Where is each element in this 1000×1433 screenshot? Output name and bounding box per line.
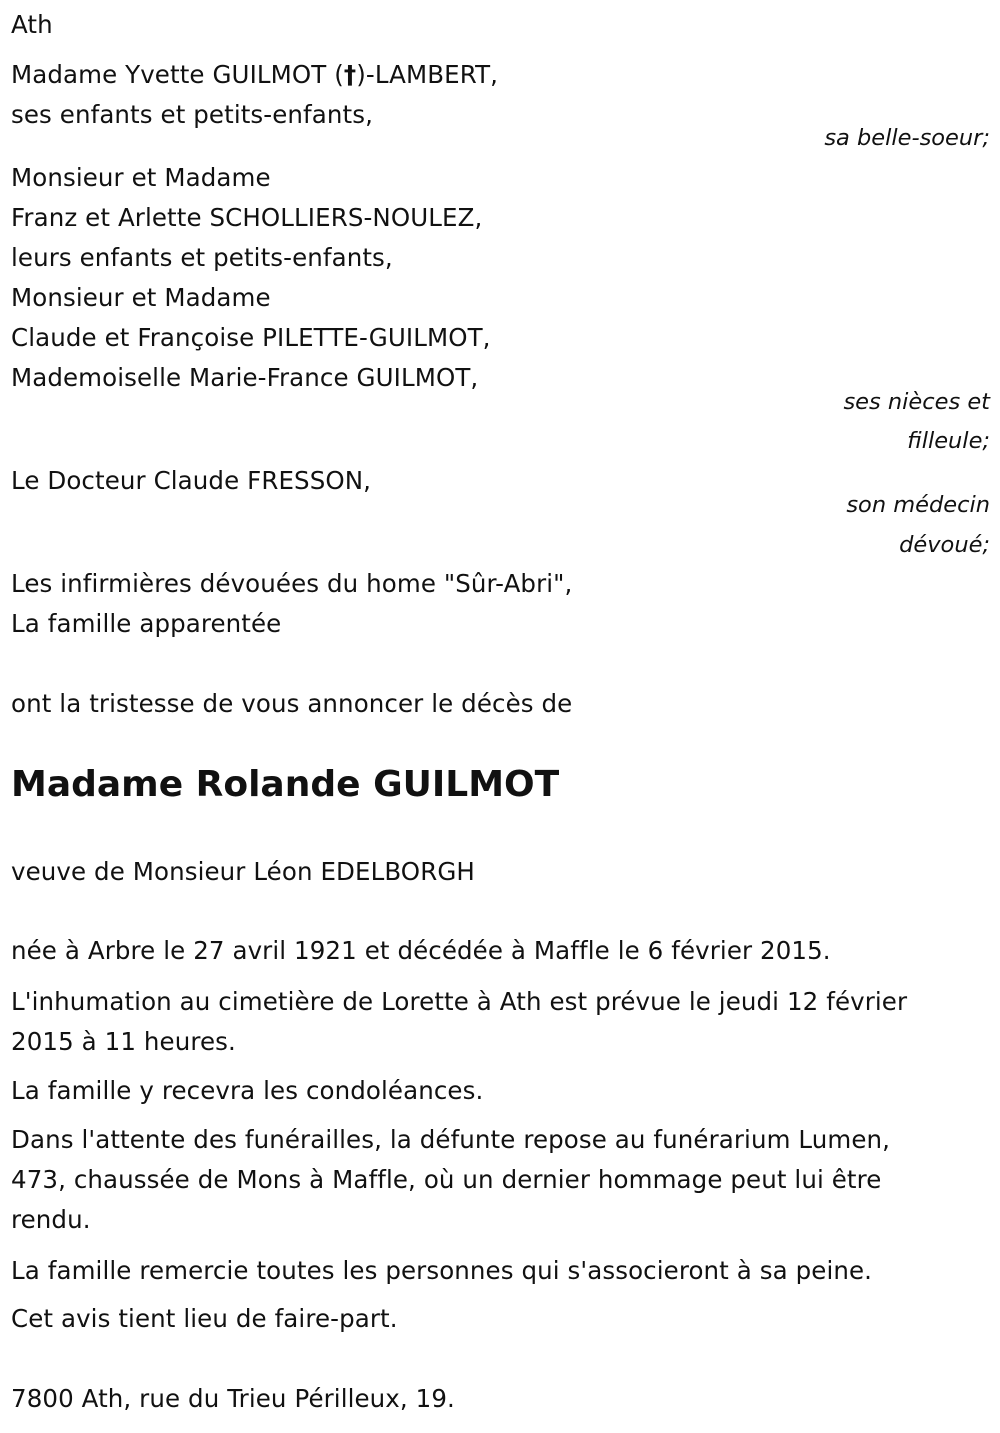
cross-icon: † (343, 60, 357, 89)
relation-nieces-line1: ses nièces et (843, 389, 990, 415)
widow-of: veuve de Monsieur Léon EDELBORGH (11, 857, 475, 886)
thanks: La famille remercie toutes les personnes qui s'associeront à sa peine. (11, 1256, 873, 1285)
nurses: Les infirmières dévouées du home "Sûr-Abri", (11, 569, 573, 598)
relation-doctor-line2: dévoué; (899, 532, 990, 558)
family-marie-france: Mademoiselle Marie-France GUILMOT, (11, 363, 479, 392)
condolences: La famille y recevra les condoléances. (11, 1076, 484, 1105)
deceased-name: Madame Rolande GUILMOT (11, 764, 560, 805)
address: 7800 Ath, rue du Trieu Périlleux, 19. (11, 1384, 455, 1413)
funeral-home-line2: 473, chaussée de Mons à Maffle, où un dernier hommage peut lui être (11, 1165, 882, 1194)
family-scholliers-line3: leurs enfants et petits-enfants, (11, 243, 393, 272)
burial-line2: 2015 à 11 heures. (11, 1027, 236, 1056)
burial-line1: L'inhumation au cimetière de Lorette à Ath est prévue le jeudi 12 février (11, 987, 908, 1016)
relation-nieces-line2: filleule; (907, 428, 990, 454)
yvette-name-start: Madame Yvette GUILMOT ( (11, 60, 344, 89)
family-scholliers-line1: Monsieur et Madame (11, 163, 271, 192)
relation-sister-in-law: sa belle-soeur; (824, 125, 990, 151)
funeral-home-line3: rendu. (11, 1205, 91, 1234)
extended-family: La famille apparentée (11, 609, 282, 638)
family-yvette-line1 (11, 60, 498, 89)
announcement: ont la tristesse de vous annoncer le décès de (11, 689, 573, 718)
doctor: Le Docteur Claude FRESSON, (11, 466, 372, 495)
funeral-home-line1: Dans l'attente des funérailles, la défunte repose au funérarium Lumen, (11, 1125, 891, 1154)
notice: Cet avis tient lieu de faire-part. (11, 1304, 398, 1333)
yvette-name-end: )-LAMBERT, (356, 60, 499, 89)
location: Ath (11, 10, 53, 39)
family-scholliers-line2: Franz et Arlette SCHOLLIERS-NOULEZ, (11, 203, 483, 232)
family-pilette-line2: Claude et Françoise PILETTE-GUILMOT, (11, 323, 491, 352)
relation-doctor-line1: son médecin (846, 492, 990, 518)
birth-death: née à Arbre le 27 avril 1921 et décédée à Maffle le 6 février 2015. (11, 936, 831, 965)
family-yvette-line2: ses enfants et petits-enfants, (11, 100, 373, 129)
family-pilette-line1: Monsieur et Madame (11, 283, 271, 312)
